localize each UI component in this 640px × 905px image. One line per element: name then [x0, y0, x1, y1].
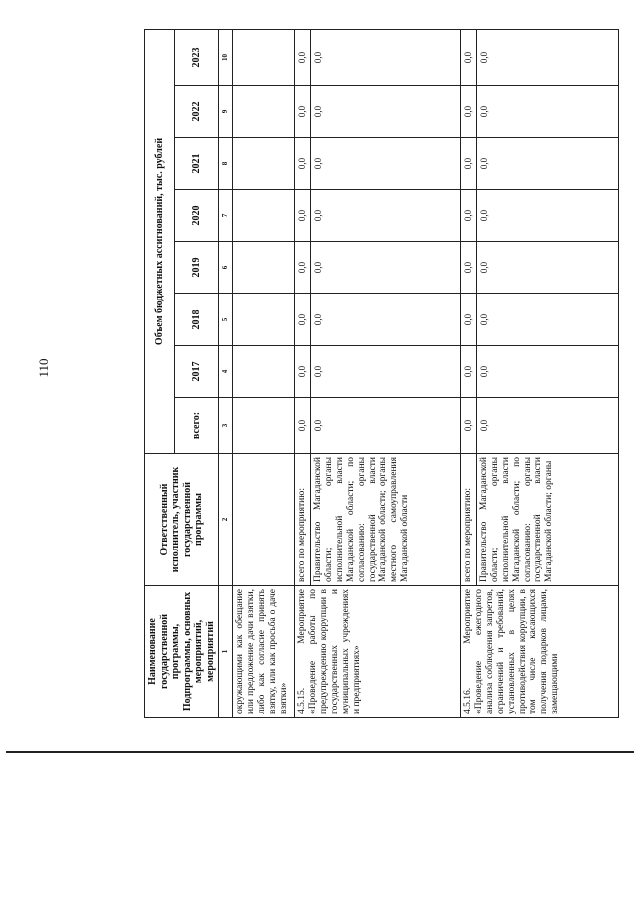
cell-value: 0,0 [460, 190, 476, 242]
row-executor: всего по мероприятию: [295, 454, 311, 586]
row-name: 4.5.16. Мероприятие «Проведение ежегодного анализа соблюдения запретов, ограничений и требований, установленных в целях противодействия коррупции, в том числе касающихся получения подарков лицами, замещающими [460, 586, 618, 718]
cell-value: 0,0 [310, 29, 460, 85]
cell-value: 0,0 [295, 138, 311, 190]
cell-value: 0,0 [460, 86, 476, 138]
header-year: 2019 [175, 242, 219, 294]
header-year: 2021 [175, 138, 219, 190]
header-name: Наименование государственной программы, Подпрограммы, основных мероприятий, мероприятий [145, 586, 219, 718]
cell-value: 0,0 [310, 242, 460, 294]
cell-value: 0,0 [476, 346, 618, 398]
cell-value: 0,0 [460, 138, 476, 190]
column-index: 6 [219, 242, 233, 294]
cell-value: 0,0 [476, 242, 618, 294]
column-index: 10 [219, 29, 233, 85]
column-index: 2 [219, 454, 233, 586]
cell-value: 0,0 [476, 294, 618, 346]
table-row [460, 29, 476, 717]
page-number: 110 [36, 358, 51, 378]
header-year: 2023 [175, 29, 219, 85]
row-name: окружающими как обещание или предложение дачи взятки, либо как согласие принять взятку, или как просьба о даче взятки» [233, 586, 295, 718]
cell-value: 0,0 [460, 242, 476, 294]
cell-value: 0,0 [310, 294, 460, 346]
cell-value: 0,0 [295, 190, 311, 242]
cell-value: 0,0 [476, 29, 618, 85]
header-executor: Ответственный исполнитель, участник государственной программы [145, 454, 219, 586]
row-executor: Правительство Магаданской области; органы исполнительной власти Магаданской области; по согласованию: органы государственной власти Магаданской области; органы местного самоуправления Магаданской области [310, 454, 460, 586]
header-year: 2020 [175, 190, 219, 242]
cell-value: 0,0 [310, 86, 460, 138]
row-executor: Правительство Магаданской области; органы исполнительной власти Магаданской области; по согласованию: органы государственной власти Магаданской области; органы [476, 454, 618, 586]
cell-value: 0,0 [295, 242, 311, 294]
cell-value: 0,0 [310, 190, 460, 242]
cell-value: 0,0 [460, 29, 476, 85]
table-row [295, 29, 311, 717]
cell-value: 0,0 [476, 86, 618, 138]
header-year: 2018 [175, 294, 219, 346]
budget-table-sheet [144, 30, 619, 718]
column-index: 8 [219, 138, 233, 190]
row-executor: всего по мероприятию: [460, 454, 476, 586]
row-executor [233, 454, 295, 586]
page-divider [6, 751, 634, 753]
cell-value: 0,0 [295, 398, 311, 454]
cell-value: 0,0 [460, 294, 476, 346]
cell-value: 0,0 [310, 398, 460, 454]
cell-value: 0,0 [310, 346, 460, 398]
header-year: всего: [175, 398, 219, 454]
cell-value: 0,0 [295, 294, 311, 346]
cell-value: 0,0 [476, 138, 618, 190]
column-index: 3 [219, 398, 233, 454]
cell-value: 0,0 [295, 29, 311, 85]
column-index: 1 [219, 586, 233, 718]
row-name: 4.5.15. Мероприятие «Проведение работы по предупреждению коррупции в государственных и муниципальных учреждениях и предприятиях» [295, 586, 461, 718]
budget-table [144, 29, 619, 718]
cell-value: 0,0 [460, 398, 476, 454]
cell-value: 0,0 [476, 398, 618, 454]
column-index: 5 [219, 294, 233, 346]
header-budget: Объем бюджетных ассигнований, тыс. рублей [145, 29, 175, 453]
column-index: 7 [219, 190, 233, 242]
table-row [233, 29, 295, 717]
cell-value: 0,0 [295, 346, 311, 398]
column-index: 4 [219, 346, 233, 398]
header-year: 2017 [175, 346, 219, 398]
header-year: 2022 [175, 86, 219, 138]
cell-value: 0,0 [295, 86, 311, 138]
column-index: 9 [219, 86, 233, 138]
cell-value: 0,0 [476, 190, 618, 242]
cell-value: 0,0 [460, 346, 476, 398]
cell-value: 0,0 [310, 138, 460, 190]
